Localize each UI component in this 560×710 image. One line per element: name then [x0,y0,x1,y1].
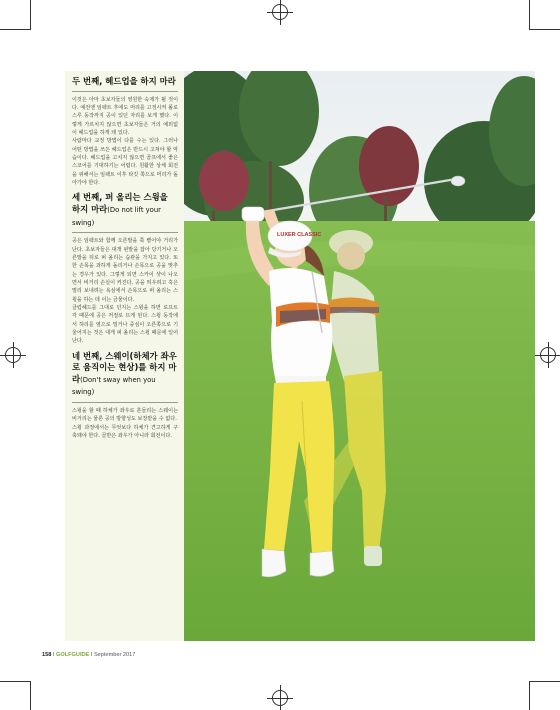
issue-date: September 2017 [93,652,136,658]
crop-mark [30,681,31,710]
section-title-ko: 네 번째, 스웨이(하체가 좌우로 움직이는 현상)를 하지 마라 [72,350,177,384]
crop-mark [530,29,560,30]
paragraph: 이것은 아마 초보자들의 영원한 숙제가 될 것이다. 예전엔 임팩트 후에도 머리를 고정시켜 폴로스루 동작까지 공이 있던 자리를 보게 했다. 이렇게 가르치지 않으면 초보자들은 거의 예외없이 헤드업을 하게 돼 있다. [72,96,178,136]
registration-mark [540,347,556,363]
crop-mark [0,29,30,30]
section-head-up [72,76,178,187]
paragraph: 스윙을 할 때 하체가 좌우로 흔들리는 스웨이는 비거리는 물론 공의 방향성도 보장받을 수 없다. [72,408,178,423]
page-number: 158 [42,652,52,658]
section-title [72,76,178,92]
crop-mark [0,681,30,682]
section-title-ko: 두 번째, 헤드업을 하지 마라 [72,76,176,86]
paragraph: 공은 임팩트와 함께 오른발을 쭉 뻗어야 거리가 난다. 초보자들은 대개 왼발을 잡아 당기거나 오른발을 뒤로 퍼 올리는 습관을 가지고 있다. 또한 손목을 과하게 돌리거나 손목으로 공을 맞추는 경우가 있다. 그렇게 되면 스카이 샷이 나오면서 비거리 손실이 커진다. 공을 띄우려고 혹은 멀리 보내려는 욕심에서 손목으로 퍼 올리는 스윙을 하는 데 이는 금물이다. [72,238,178,303]
registration-mark [272,690,288,706]
article-text-column [65,71,184,641]
glove [242,207,264,221]
section-title [72,192,178,233]
shoe [310,551,334,576]
cap-logo: LUXER CLASSIC [277,232,322,238]
section-title-ko: 세 번째, 퍼 올리는 스윙을 하지 마라 [72,192,168,214]
page-folio: 158 I GOLFGUIDE I September 2017 [42,652,136,658]
club-head [451,176,465,186]
crop-mark [529,0,530,30]
crop-mark [530,681,560,682]
magazine-name: GOLFGUIDE [56,652,90,658]
registration-mark [5,347,21,363]
paragraph: 클럽헤드를 그대로 던지는 스윙을 하면 로프트각 때문에 공은 저절로 뜨게 된다. 스윙 동작에서 허리를 옆으로 밀거나 중심이 오른쪽으로 기울어지는 것은 대게 퍼 올리는 스윙 때문에 일어난다. [72,304,178,345]
section-title-en: (Do not lift your swing) [72,205,161,227]
section-sway [72,351,178,441]
paragraph: 사람마다 교정 방법이 다를 수는 있다. 그러나 어떤 방법을 쓰든 헤드업은 반드시 고쳐야 할 악습이다. 헤드업을 고치지 않으면 골프에서 좋은 스코어를 기대하기는 어렵다. 원활한 상체 회전을 위해서는 임팩트 이후 타깃 쪽으로 머리가 돌아가야 한다. [72,138,178,187]
section-lift-swing [72,192,178,345]
crop-mark [30,0,31,30]
section-title [72,351,178,403]
paragraph: 스윙 과정에서는 무엇보다 하체가 견고하게 구축돼야 한다. 골반은 좌우가 아니라 회전이다. [72,424,178,440]
section-title-en: (Don't sway when you swing) [72,375,156,397]
crop-mark [529,681,530,710]
golfer-swing-photo [184,71,535,641]
shoe [262,549,286,577]
registration-mark [272,4,288,20]
